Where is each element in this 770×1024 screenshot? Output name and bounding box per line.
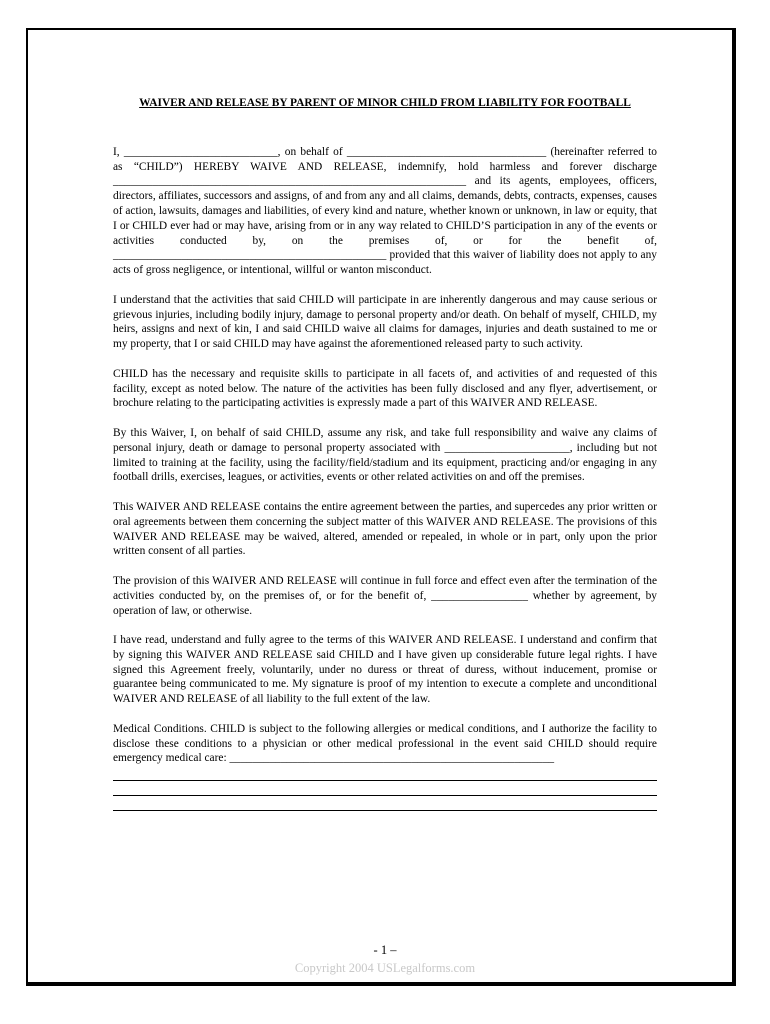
blank-line[interactable] <box>113 766 657 781</box>
document-body <box>113 96 657 811</box>
paragraph-dangerous-activities: I understand that the activities that said CHILD will participate in are inherently dangerous and may cause serious or grievous injuries, including bodily injury, damage to personal property and/or death. On behalf of myself, CHILD, my heirs, assigns and next of kin, I and said CHILD waive all claims for damages, injuries and death sustained to me or my property, that I or said CHILD may have against the aforementioned released party to such activity. <box>113 293 657 351</box>
paragraph-continuation: The provision of this WAIVER AND RELEASE will continue in full force and effect even after the termination of the activities conducted by, on the premises of, or for the benefit of, _________________ whether by agreement, by operation of law, or otherwise. <box>113 574 657 617</box>
paragraph-assume-risk: By this Waiver, I, on behalf of said CHILD, assume any risk, and take full responsibility and waive any claims of personal injury, death or damage to personal property associated with ______________________, including but not limited to training at the facility, using the facility/field/stadium and its equipment, practicing and/or engaging in any football drills, exercises, leagues, or activities, events or other related activities on and off the premises. <box>113 426 657 484</box>
document-title: WAIVER AND RELEASE BY PARENT OF MINOR CHILD FROM LIABILITY FOR FOOTBALL <box>139 97 631 109</box>
paragraph-entire-agreement: This WAIVER AND RELEASE contains the entire agreement between the parties, and supercedes any prior written or oral agreements between them concerning the subject matter of this WAIVER AND RELEASE. The provisions of this WAIVER AND RELEASE may be waived, altered, amended or repealed, in whole or in part, only upon the prior written consent of all parties. <box>113 500 657 558</box>
page-number: - 1 – <box>373 943 397 957</box>
paragraph-medical-conditions: Medical Conditions. CHILD is subject to the following allergies or medical conditions, and I authorize the facility to disclose these conditions to a physician or other medical professional in the event said CHILD should require emergency medical care: _________________________________________________________ <box>113 722 657 765</box>
blank-line[interactable] <box>113 781 657 796</box>
paragraph-skills: CHILD has the necessary and requisite skills to participate in all facets of, and activities of and requested of this facility, except as noted below. The nature of the activities has been fully disclosed and any flyer, advertisement, or brochure relating to the participating activities is expressly made a part of this WAIVER AND RELEASE. <box>113 367 657 410</box>
medical-conditions-lines[interactable] <box>113 766 657 811</box>
paragraph-acknowledgement: I have read, understand and fully agree to the terms of this WAIVER AND RELEASE. I understand and confirm that by signing this WAIVER AND RELEASE said CHILD and I have given up considerable future legal rights. I have signed this Agreement freely, voluntarily, under no duress or threat of duress, without inducement, promise or guarantee being communicated to me. My signature is proof of my intention to execute a complete and unconditional WAIVER AND RELEASE of all liability to the full extent of the law. <box>113 634 657 706</box>
paragraph-waiver: I, ___________________________, on behalf of ___________________________________ (hereinafter referred to as “CHILD”) HEREBY WAIVE AND RELEASE, indemnify, hold harmless and forever discharge ______________________________________________________________ and its agents, employees, officers, directors, affiliates, successors and assigns, of and from any and all claims, demands, debts, contracts, expenses, causes of action, lawsuits, damages and liabilities, of every kind and nature, whether known or unknown, in law or equity, that I or CHILD ever had or may have, arising from or in any way related to CHILD’S participation in any of the events or activities conducted by, on the premises of, or for the benefit of, ________________________________________________ provided that this waiver of liability does not apply to any acts of gross negligence, or intentional, willful or wanton misconduct. <box>113 145 657 277</box>
blank-line[interactable] <box>113 796 657 811</box>
copyright-watermark: Copyright 2004 USLegalforms.com <box>294 961 476 975</box>
